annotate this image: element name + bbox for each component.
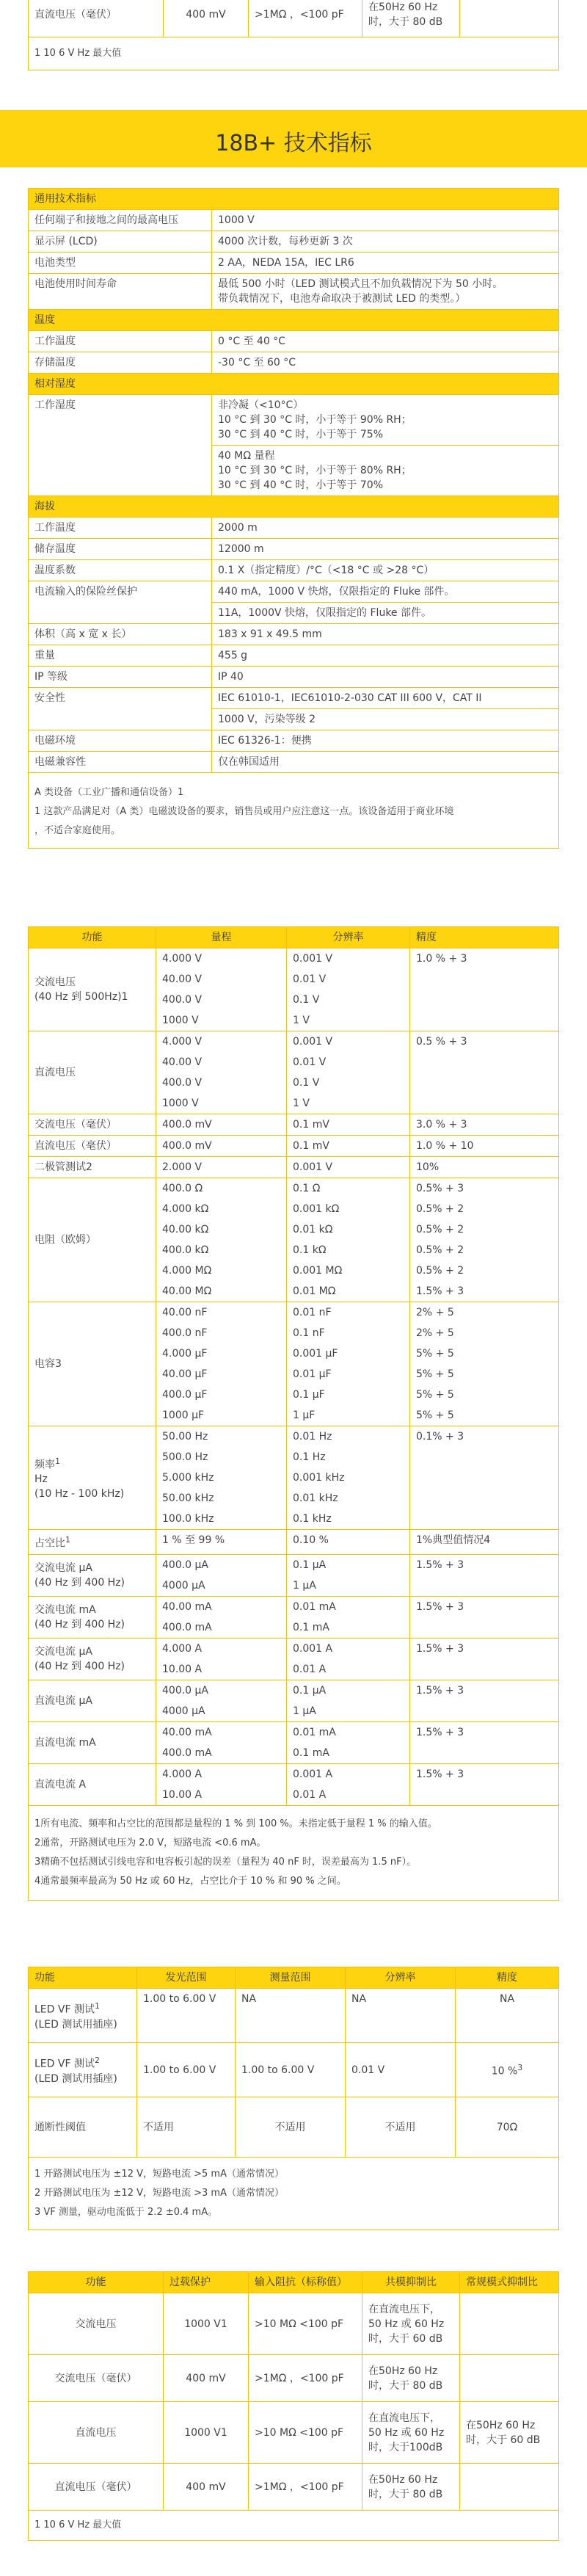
function-cell [29, 1157, 156, 1178]
resolution-cell: 0.01 mA [287, 1721, 410, 1743]
spec-value: 0.1 X（指定精度）/°C（<18 °C 或 >28 °C） [212, 560, 559, 581]
resolution-cell: 0.1 mA [287, 1617, 410, 1639]
resolution-cell: 1 μA [287, 1575, 410, 1597]
range-cell: 5.000 kHz [156, 1467, 287, 1488]
input-cmrr [362, 2355, 460, 2402]
function-cell [29, 1136, 156, 1157]
led-res: 不适用 [346, 2097, 456, 2158]
function-line: Hz [34, 1473, 48, 1486]
range-cell: 10.00 A [156, 1659, 287, 1680]
range-cell: 400.0 V [156, 990, 287, 1010]
input-nmrr [460, 2402, 559, 2464]
range-cell: 4.000 kΩ [156, 1199, 287, 1219]
spec-label: 工作温度 [29, 518, 212, 539]
input-func: 交流电压 [29, 2293, 164, 2355]
input-cmrr [362, 2293, 460, 2355]
spec-value: 1000 V [212, 210, 559, 231]
spec-row [29, 1680, 559, 1701]
function-line: (10 Hz - 100 kHz) [34, 1488, 125, 1501]
accuracy-cell: 5% + 5 [410, 1364, 559, 1385]
spec-notes: 1所有电流、频率和占空比的范围都是量程的 1 % 到 100 %。未指定低于量程 1 % 的输入值。 2通常，开路测试电压为 2.0 V，短路电流 <0.6 mA。 3精确不包括测试引线电容和电容板引起的误差（量程为 40 nF 时，误差最高为 1.5 nF）。 4通常最频率最高为 50 Hz 或 60 Hz，占空比介于 10 % 和 90 % 之间。 [29, 1805, 559, 1900]
input-protect: 1000 V1 [164, 2293, 249, 2355]
superscript: 1 [55, 1456, 60, 1466]
input-impedance: >1MΩ ，<100 pF [249, 2355, 362, 2402]
resolution-cell: 1 V [287, 1010, 410, 1031]
input-impedance: >10 MΩ <100 pF [249, 2293, 362, 2355]
led-acc: 10 %$^3$ [456, 2043, 559, 2097]
input-func: 直流电压 [29, 2402, 164, 2464]
range-cell: 400.0 mV [156, 1114, 287, 1136]
spec-label: IP 等级 [29, 667, 212, 688]
altitude-header: 海拔 [29, 496, 559, 518]
function-line: 交流电压 [34, 976, 76, 988]
humidity-header: 相对湿度 [29, 374, 559, 395]
spec-value: 0 °C 至 40 °C [212, 331, 559, 352]
range-cell: 40.00 mA [156, 1721, 287, 1743]
range-cell: 1000 μF [156, 1405, 287, 1426]
spec-row [29, 1114, 559, 1136]
spec-row [29, 1136, 559, 1157]
spec-row [29, 1426, 559, 1448]
cmrr-line: 时，大于 80 dB [368, 2488, 443, 2500]
spec-label: 工作湿度 [29, 395, 212, 496]
spec-row [29, 1554, 559, 1575]
spec-label: 工作温度 [29, 331, 212, 352]
input-protect: 400 mV [164, 2464, 249, 2511]
function-line: 直流电流 μA [34, 1694, 92, 1707]
cmrr-line: 在直流电压下， [368, 2412, 440, 2424]
range-cell: 400.0 nF [156, 1323, 287, 1343]
spec-label: 储存温度 [29, 539, 212, 560]
led-range: 1.00 to 6.00 V [137, 2043, 236, 2097]
resolution-cell: 1 μA [287, 1701, 410, 1722]
resolution-cell: 0.01 V [287, 969, 410, 990]
input-cmrr [362, 2402, 460, 2464]
resolution-cell: 0.1 kHz [287, 1509, 410, 1530]
cmrr-line: 时，大于100dB [368, 2441, 443, 2453]
range-cell: 40.00 MΩ [156, 1281, 287, 1302]
spec-label: 存储温度 [29, 352, 212, 374]
cmrr-line: 时，大于 60 dB [368, 2332, 443, 2345]
input-row [29, 2402, 559, 2464]
function-cell [29, 1426, 156, 1530]
resolution-cell: 0.001 V [287, 1157, 410, 1178]
temp-header: 温度 [29, 310, 559, 331]
input-row [29, 2293, 559, 2355]
resolution-cell: 0.1 μA [287, 1680, 410, 1701]
col-range: 量程 [156, 927, 287, 948]
fragment-protect: 400 mV [164, 0, 249, 37]
function-cell [29, 1114, 156, 1136]
resolution-cell: 0.001 μF [287, 1343, 410, 1364]
general-spec-table [28, 188, 559, 849]
general-notes: A 类设备（工业广播和通信设备）1 1 这款产品满足对（A 类）电磁波设备的要求，销售员或用户应注意这一点。该设备适用于商业环境 ，不适合家庭使用。 [29, 773, 559, 849]
input-nmrr [460, 2464, 559, 2511]
function-cell [29, 1680, 156, 1721]
function-line: (40 Hz 到 400 Hz) [34, 1576, 125, 1589]
led-func: LED VF 测试$^2$ (LED 测试用插座) [29, 2043, 137, 2097]
spec-value: -30 °C 至 60 °C [212, 352, 559, 374]
spec-row [29, 948, 559, 970]
col-func: 功能 [29, 927, 156, 948]
resolution-cell: 0.1 mV [287, 1136, 410, 1157]
spec-row [29, 1638, 559, 1659]
spec-label: 电磁兼容性 [29, 752, 212, 773]
range-cell: 400.0 mA [156, 1617, 287, 1639]
accuracy-cell: 1.5% + 3 [410, 1680, 559, 1721]
function-line: 交流电流 μA [34, 1645, 92, 1658]
input-note: 1 10 6 V Hz 最大值 [29, 2511, 559, 2541]
spec-value: 最低 500 小时（LED 测试模式且不加负载情况下为 50 小时。 带负载情况下，电池寿命取决于被测试 LED 的类型。） [212, 274, 559, 310]
range-cell: 10.00 A [156, 1785, 287, 1806]
accuracy-cell: 2% + 5 [410, 1323, 559, 1343]
spec-row [29, 1302, 559, 1324]
function-line: 直流电流 mA [34, 1736, 96, 1749]
accuracy-cell: 0.5% + 2 [410, 1240, 559, 1260]
function-line: 电容3 [34, 1358, 62, 1370]
led-range: 不适用 [137, 2097, 236, 2158]
function-cell [29, 1721, 156, 1763]
col-acc: 精度 [410, 927, 559, 948]
cmrr-line: 50 Hz 或 60 Hz [368, 2318, 445, 2330]
fragment-cmrr: 在50Hz 60 Hz 时，大于 80 dB [362, 0, 460, 37]
range-cell: 400.0 Ω [156, 1178, 287, 1200]
accuracy-cell: 1.5% + 3 [410, 1638, 559, 1680]
function-cell [29, 1302, 156, 1426]
accuracy-cell: 0.5% + 2 [410, 1260, 559, 1281]
range-cell: 40.00 V [156, 969, 287, 990]
range-cell: 4.000 V [156, 948, 287, 970]
range-cell: 40.00 mA [156, 1596, 287, 1617]
accuracy-cell: 1.5% + 3 [410, 1721, 559, 1763]
nmrr-line: 时，大于 60 dB [466, 2434, 541, 2446]
resolution-cell: 0.001 V [287, 948, 410, 970]
led-meas: NA [236, 1989, 346, 2043]
range-cell: 400.0 μA [156, 1554, 287, 1575]
spec-value: 440 mA，1000 V 快熔，仅限指定的 Fluke 部件。 11A，1000V 快熔，仅限指定的 Fluke 部件。 [212, 581, 559, 624]
led-spec-table [28, 1967, 559, 2230]
function-cell [29, 1554, 156, 1596]
led-acc: NA [456, 1989, 559, 2043]
spec-label: 显示屏 (LCD) [29, 231, 212, 253]
accuracy-cell: 0.5 % + 3 [410, 1031, 559, 1114]
resolution-cell: 0.01 kΩ [287, 1219, 410, 1240]
spec-value: 2000 m [212, 518, 559, 539]
accuracy-cell: 0.5% + 3 [410, 1178, 559, 1200]
accuracy-cell: 1.5% + 3 [410, 1281, 559, 1302]
function-line: (40 Hz 到 400 Hz) [34, 1660, 125, 1672]
resolution-cell: 0.001 A [287, 1638, 410, 1659]
resolution-cell: 1 μF [287, 1405, 410, 1426]
accuracy-cell: 0.5% + 2 [410, 1219, 559, 1240]
range-cell: 40.00 μF [156, 1364, 287, 1385]
input-impedance: >10 MΩ <100 pF [249, 2402, 362, 2464]
led-res: NA [346, 1989, 456, 2043]
led-func: 通断性阈值 [29, 2097, 137, 2158]
function-line: 电阻（欧姆） [34, 1234, 96, 1246]
resolution-cell: 0.01 nF [287, 1302, 410, 1324]
nmrr-line: 在50Hz 60 Hz [466, 2419, 536, 2431]
input-row [29, 2464, 559, 2511]
led-col-res: 分辨率 [346, 1967, 456, 1989]
resolution-cell: 0.01 A [287, 1659, 410, 1680]
spec-label: 电磁环境 [29, 730, 212, 752]
in-col-cmrr: 共模抑制比 [362, 2272, 460, 2293]
range-cell: 1000 V [156, 1010, 287, 1031]
spec-value: 455 g [212, 645, 559, 667]
resolution-cell: 0.1 V [287, 990, 410, 1010]
cmrr-line: 在直流电压下， [368, 2303, 440, 2315]
spec-value: 12000 m [212, 539, 559, 560]
spec-value: 4000 次计数，每秒更新 3 次 [212, 231, 559, 253]
function-cell [29, 1596, 156, 1638]
spec-value: IEC 61326-1：便携 [212, 730, 559, 752]
function-line: 直流电压（毫伏） [34, 1140, 117, 1152]
resolution-cell: 0.01 kHz [287, 1488, 410, 1509]
in-col-protect: 过载保护 [164, 2272, 249, 2293]
spec-label: 任何端子和接地之间的最高电压 [29, 210, 212, 231]
led-col-meas: 测量范围 [236, 1967, 346, 1989]
accuracy-cell: 2% + 5 [410, 1302, 559, 1324]
input-protect: 1000 V1 [164, 2402, 249, 2464]
general-header: 通用技术指标 [29, 189, 559, 210]
in-col-nmrr: 常规模式抑制比 [460, 2272, 559, 2293]
accuracy-cell: 1.5% + 3 [410, 1596, 559, 1638]
accuracy-cell: 5% + 5 [410, 1343, 559, 1364]
led-func: LED VF 测试$^1$ (LED 测试用插座) [29, 1989, 137, 2043]
range-cell: 40.00 V [156, 1052, 287, 1073]
led-res: 0.01 V [346, 2043, 456, 2097]
range-cell: 400.0 μF [156, 1385, 287, 1405]
accuracy-cell: 0.1% + 3 [410, 1426, 559, 1530]
input-impedance: >1MΩ ，<100 pF [249, 2464, 362, 2511]
input-nmrr [460, 2355, 559, 2402]
function-cell [29, 1638, 156, 1680]
spec-value: 183 x 91 x 49.5 mm [212, 624, 559, 645]
range-cell: 50.00 kHz [156, 1488, 287, 1509]
range-cell: 4.000 A [156, 1763, 287, 1785]
accuracy-cell: 5% + 5 [410, 1405, 559, 1426]
function-line: 交流电压（毫伏） [34, 1119, 117, 1131]
accuracy-cell: 1.0 % + 3 [410, 948, 559, 1031]
led-meas: 1.00 to 6.00 V [236, 2043, 346, 2097]
resolution-cell: 0.001 MΩ [287, 1260, 410, 1281]
cmrr-line: 在50Hz 60 Hz [368, 2365, 438, 2377]
fragment-func: 直流电压（毫伏） [29, 0, 164, 37]
resolution-cell: 0.1 μF [287, 1385, 410, 1405]
function-cell [29, 1763, 156, 1805]
range-cell: 4000 μA [156, 1575, 287, 1597]
fragment-nmrr [460, 0, 559, 37]
range-cell: 40.00 kΩ [156, 1219, 287, 1240]
spec-label: 重量 [29, 645, 212, 667]
spec-label: 体积（高 x 宽 x 长） [29, 624, 212, 645]
range-cell: 4.000 A [156, 1638, 287, 1659]
range-cell: 40.00 nF [156, 1302, 287, 1324]
function-line: 交流电流 μA [34, 1561, 92, 1574]
function-line: 交流电流 mA [34, 1603, 96, 1616]
resolution-cell: 0.1 kΩ [287, 1240, 410, 1260]
resolution-cell: 0.01 mA [287, 1596, 410, 1617]
range-cell: 4000 μA [156, 1701, 287, 1722]
led-col-func: 功能 [29, 1967, 137, 1989]
function-cell [29, 948, 156, 1031]
range-cell: 100.0 kHz [156, 1509, 287, 1530]
function-line: 二极管测试2 [34, 1161, 92, 1173]
resolution-cell: 0.01 V [287, 1052, 410, 1073]
function-line: 直流电压 [34, 1067, 76, 1078]
resolution-cell: 0.01 μF [287, 1364, 410, 1385]
spec-value: IP 40 [212, 667, 559, 688]
resolution-cell: 0.1 Ω [287, 1178, 410, 1200]
spec-value: 仅在韩国适用 [212, 752, 559, 773]
in-col-impedance: 输入阻抗（标称值） [249, 2272, 362, 2293]
resolution-cell: 0.001 V [287, 1031, 410, 1053]
led-acc: 70Ω [456, 2097, 559, 2158]
led-notes: 1 开路测试电压为 ±12 V，短路电流 >5 mA（通常情况） 2 开路测试电压为 ±12 V，短路电流 >3 mA（通常情况） 3 VF 测量，驱动电流低于 2.2 ±0.4 mA。 [29, 2158, 559, 2230]
resolution-cell: 0.001 kΩ [287, 1199, 410, 1219]
range-cell: 50.00 Hz [156, 1426, 287, 1448]
range-cell: 500.0 Hz [156, 1447, 287, 1467]
accuracy-cell: 1%典型值情况4 [410, 1530, 559, 1555]
resolution-cell: 0.1 mV [287, 1114, 410, 1136]
spec-label: 安全性 [29, 688, 212, 730]
resolution-cell: 0.001 A [287, 1763, 410, 1785]
input-func: 交流电压（毫伏） [29, 2355, 164, 2402]
range-cell: 1 % 至 99 % [156, 1530, 287, 1555]
input-spec-table [28, 2271, 559, 2541]
function-cell [29, 1530, 156, 1555]
led-col-range: 发光范围 [137, 1967, 236, 1989]
input-nmrr [460, 2293, 559, 2355]
spec-row [29, 1763, 559, 1785]
resolution-cell: 0.01 MΩ [287, 1281, 410, 1302]
accuracy-cell: 0.5% + 2 [410, 1199, 559, 1219]
accuracy-cell: 1.5% + 3 [410, 1763, 559, 1805]
function-line: 占空比$^1$ [34, 1535, 70, 1550]
cmrr-line: 在50Hz 60 Hz [368, 2473, 438, 2486]
range-cell: 4.000 μF [156, 1343, 287, 1364]
range-cell: 400.0 mV [156, 1136, 287, 1157]
superscript: 1 [65, 1535, 70, 1545]
resolution-cell: 0.10 % [287, 1530, 410, 1555]
accuracy-cell: 1.0 % + 10 [410, 1136, 559, 1157]
led-range: 1.00 to 6.00 V [137, 1989, 236, 2043]
range-cell: 400.0 mA [156, 1743, 287, 1764]
accuracy-cell: 5% + 5 [410, 1385, 559, 1405]
fragment-impedance: >1MΩ ，<100 pF [249, 0, 362, 37]
resolution-cell: 0.1 V [287, 1073, 410, 1093]
resolution-cell: 0.1 mA [287, 1743, 410, 1764]
led-meas: 不适用 [236, 2097, 346, 2158]
range-cell: 400.0 kΩ [156, 1240, 287, 1260]
function-cell [29, 1178, 156, 1302]
range-cell: 4.000 MΩ [156, 1260, 287, 1281]
spec-value: IEC 61010-1，IEC61010-2-030 CAT III 600 V，CAT II 1000 V，污染等级 2 [212, 688, 559, 730]
col-res: 分辨率 [287, 927, 410, 948]
humidity-values: 非冷凝（<10°C） 10 °C 到 30 °C 时，小于等于 90% RH； 30 °C 到 40 °C 时，小于等于 75% 40 MΩ 量程 10 °C 到 30 °C 时，小于等于 80% RH； 30 °C 到 40 °C 时，小于等于 70% [212, 395, 559, 496]
spec-row [29, 1596, 559, 1617]
function-line: (40 Hz 到 400 Hz) [34, 1618, 125, 1630]
in-col-func: 功能 [29, 2272, 164, 2293]
input-cmrr [362, 2464, 460, 2511]
spec-value: 2 AA，NEDA 15A，IEC LR6 [212, 253, 559, 274]
function-line: 直流电流 A [34, 1778, 87, 1790]
led-col-acc: 精度 [456, 1967, 559, 1989]
range-cell: 4.000 V [156, 1031, 287, 1053]
range-cell: 2.000 V [156, 1157, 287, 1178]
spec-row [29, 1031, 559, 1053]
spec-row [29, 1157, 559, 1178]
spec-row [29, 1530, 559, 1555]
function-cell [29, 1031, 156, 1114]
input-row [29, 2355, 559, 2402]
accuracy-cell: 10% [410, 1157, 559, 1178]
spec-label: 电池类型 [29, 253, 212, 274]
spec-label: 电池使用时间寿命 [29, 274, 212, 310]
spec-row [29, 1721, 559, 1743]
fragment-note: 1 10 6 V Hz 最大值 [29, 37, 559, 70]
cmrr-line: 时，大于 80 dB [368, 2379, 443, 2392]
range-cell: 400.0 μA [156, 1680, 287, 1701]
range-cell: 1000 V [156, 1093, 287, 1114]
resolution-cell: 1 V [287, 1093, 410, 1114]
spec-label: 温度系数 [29, 560, 212, 581]
spec-label: 电流输入的保险丝保护 [29, 581, 212, 624]
accuracy-cell: 3.0 % + 3 [410, 1114, 559, 1136]
resolution-cell: 0.01 Hz [287, 1426, 410, 1448]
measurement-spec-table [28, 926, 559, 1901]
resolution-cell: 0.1 nF [287, 1323, 410, 1343]
resolution-cell: 0.01 A [287, 1785, 410, 1806]
accuracy-cell: 1.5% + 3 [410, 1554, 559, 1596]
page-title: 18B+ 技术指标 [215, 131, 372, 156]
resolution-cell: 0.001 kHz [287, 1467, 410, 1488]
input-protect: 400 mV [164, 2355, 249, 2402]
function-line: 频率$^1$ [34, 1456, 60, 1471]
range-cell: 400.0 V [156, 1073, 287, 1093]
top-fragment-table [28, 0, 559, 70]
function-line: (40 Hz 到 500Hz)1 [34, 991, 128, 1003]
resolution-cell: 0.1 Hz [287, 1447, 410, 1467]
resolution-cell: 0.1 μA [287, 1554, 410, 1575]
input-func: 直流电压（毫伏） [29, 2464, 164, 2511]
spec-row [29, 1178, 559, 1200]
cmrr-line: 50 Hz 或 60 Hz [368, 2426, 445, 2439]
